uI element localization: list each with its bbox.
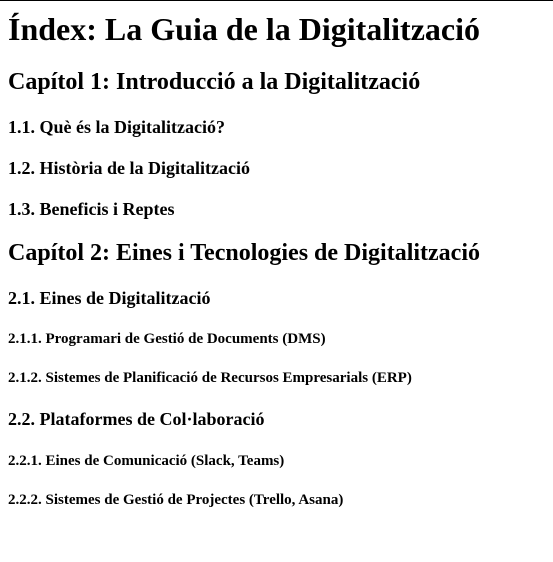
- page-title: Índex: La Guia de la Digitalització: [8, 11, 480, 47]
- section-1-1-heading: 1.1. Què és la Digitalització?: [8, 117, 225, 137]
- section-1-3-heading: 1.3. Beneficis i Reptes: [8, 199, 175, 219]
- subsection-2-2-1-heading: 2.2.1. Eines de Comunicació (Slack, Teams): [8, 453, 285, 469]
- subsection-2-2-2-heading: 2.2.2. Sistemes de Gestió de Projectes (Trello, Asana): [8, 492, 344, 508]
- section-1-2-heading: 1.2. Història de la Digitalització: [8, 158, 250, 178]
- section-2-2-heading: 2.2. Plataformes de Col·laboració: [8, 409, 265, 429]
- chapter-2-heading: Capítol 2: Eines i Tecnologies de Digitalització: [8, 240, 480, 266]
- subsection-2-1-1-heading: 2.1.1. Programari de Gestió de Documents (DMS): [8, 331, 326, 347]
- chapter-1-heading: Capítol 1: Introducció a la Digitalització: [8, 69, 421, 95]
- subsection-2-1-2-heading: 2.1.2. Sistemes de Planificació de Recursos Empresarials (ERP): [8, 370, 412, 386]
- section-2-1-heading: 2.1. Eines de Digitalització: [8, 288, 211, 308]
